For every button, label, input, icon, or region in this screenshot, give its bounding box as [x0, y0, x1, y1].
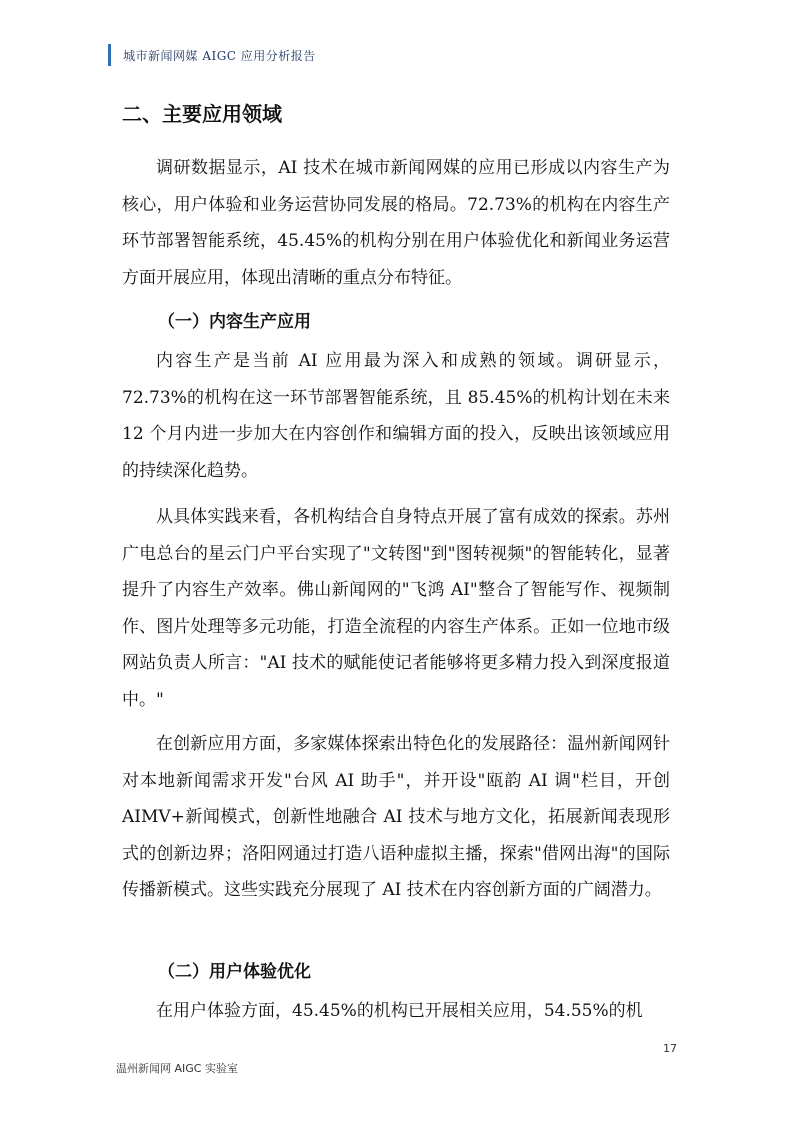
subsection-heading-user-experience: （二）用户体验优化	[158, 962, 311, 982]
content-production-paragraph-2: 从具体实践来看，各机构结合自身特点开展了富有成效的探索。苏州广电总台的星云门户平台实现了"文转图"到"图转视频"的智能转化，显著提升了内容生产效率。佛山新闻网的"飞鸿 AI"整合了智能写作、视频制作、图片处理等多元功能，打造全流程的内容生产体系。正如一位地市级网站负责人所言："AI 技术的赋能使记者能够将更多精力投入到深度报道中。"	[122, 507, 670, 710]
footer-organization: 温州新闻网 AIGC 实验室	[116, 1062, 238, 1075]
content-production-paragraph-1: 内容生产是当前 AI 应用最为深入和成熟的领域。调研显示，72.73%的机构在这一环节部署智能系统，且 85.45%的机构计划在未来 12 个月内进一步加大在内容创作和编辑方面的投入，反映出该领域应用的持续深化趋势。	[122, 351, 670, 481]
subsection-heading-content-production: （一）内容生产应用	[158, 312, 311, 332]
header-accent-bar	[108, 44, 111, 66]
section-intro-paragraph: 调研数据显示，AI 技术在城市新闻网媒的应用已形成以内容生产为核心，用户体验和业务运营协同发展的格局。72.73%的机构在内容生产环节部署智能系统，45.45%的机构分别在用户体验优化和新闻业务运营方面开展应用，体现出清晰的重点分布特征。	[122, 158, 670, 288]
running-header	[108, 44, 316, 66]
content-production-paragraph-3: 在创新应用方面，多家媒体探索出特色化的发展路径：温州新闻网针对本地新闻需求开发"台风 AI 助手"，并开设"瓯韵 AI 调"栏目，开创 AIMV+新闻模式，创新性地融合 AI 技术与地方文化，拓展新闻表现形式的创新边界；洛阳网通过打造八语种虚拟主播，探索"借网出海"的国际传播新模式。这些实践充分展现了 AI 技术在内容创新方面的广阔潜力。	[122, 734, 670, 900]
user-experience-paragraph: 在用户体验方面，45.45%的机构已开展相关应用，54.55%的机	[156, 1001, 643, 1021]
page-number: 17	[663, 1042, 677, 1055]
header-title: 城市新闻网媒 AIGC 应用分析报告	[123, 48, 316, 63]
section-heading: 二、主要应用领域	[122, 102, 282, 126]
